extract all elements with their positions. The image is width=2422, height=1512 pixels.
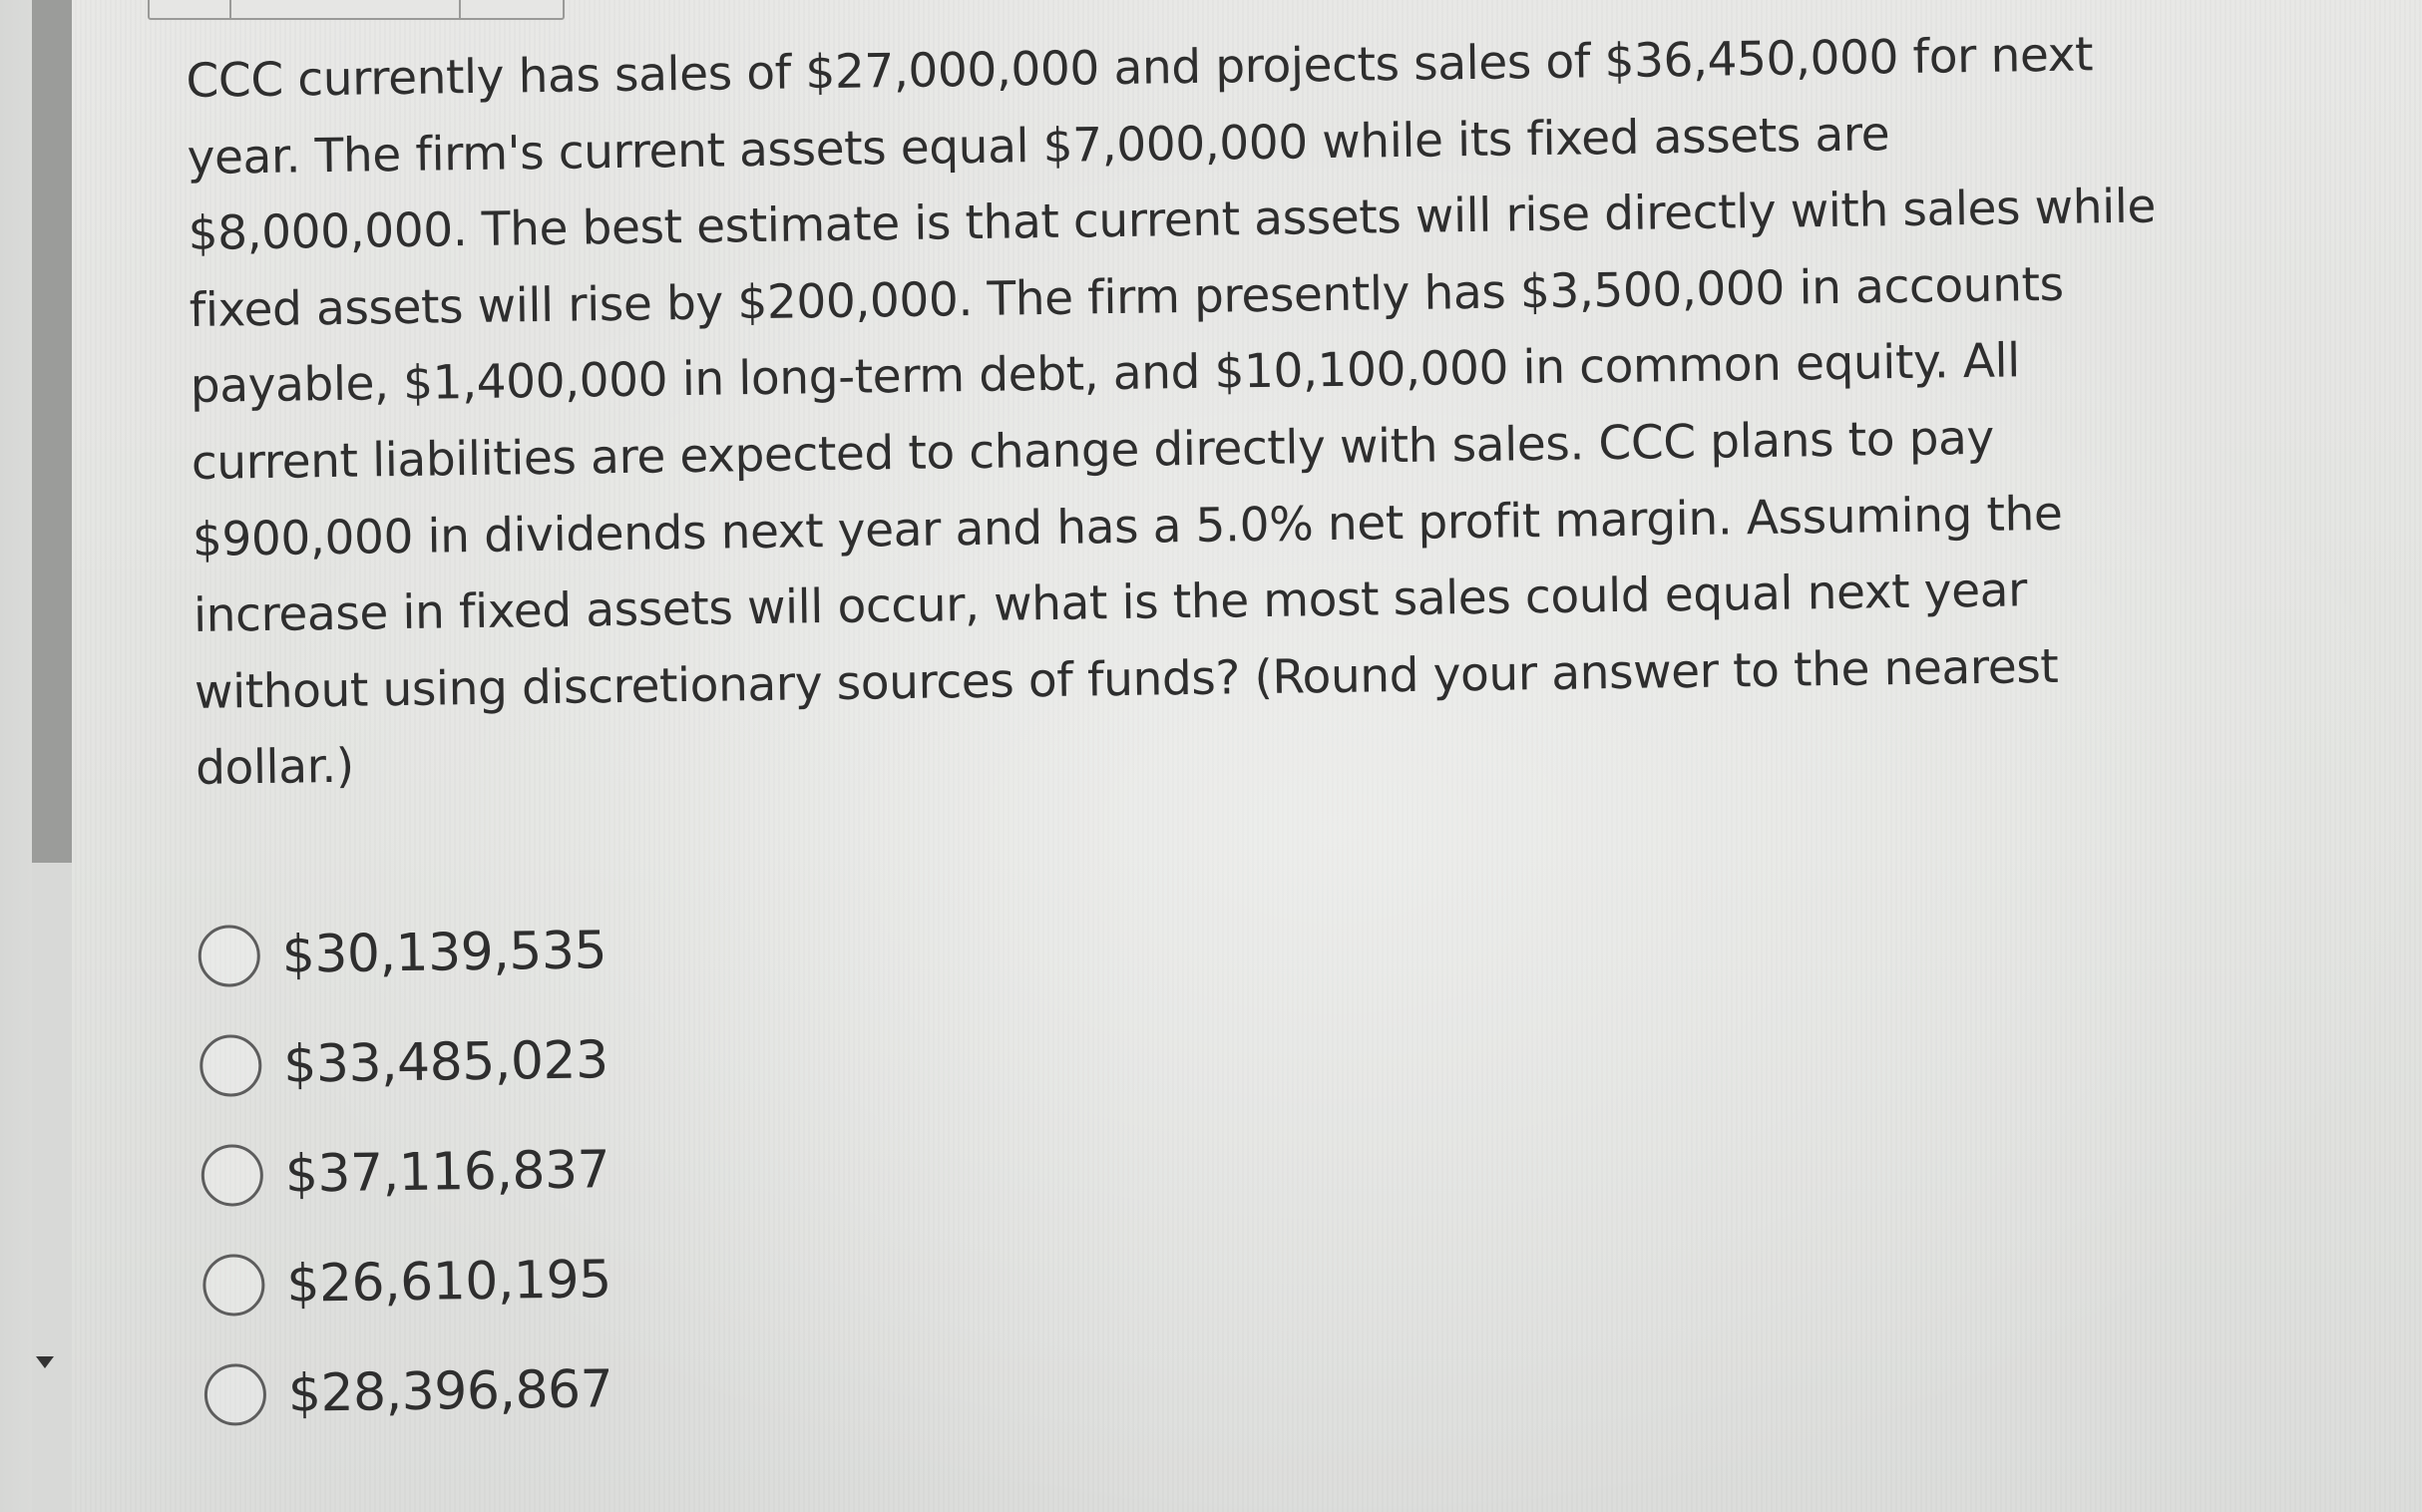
question-line: current liabilities are expected to change directly with sales. CCC plans to pay <box>191 410 1995 491</box>
question-line: $900,000 in dividends next year and has a 5.0% net profit margin. Assuming the <box>192 486 2063 567</box>
radio-button[interactable] <box>200 1034 262 1097</box>
question-panel <box>186 16 2239 1450</box>
question-text <box>186 16 2230 808</box>
question-line: payable, $1,400,000 in long-term debt, and $10,100,000 in common equity. All <box>190 333 2021 415</box>
question-line: increase in fixed assets will occur, what is the most sales could equal next year <box>193 563 2028 644</box>
question-line: dollar.) <box>195 739 355 797</box>
radio-button[interactable] <box>198 925 260 987</box>
top-toolbar-control[interactable] <box>148 0 565 20</box>
question-line: without using discretionary sources of funds? (Round your answer to the nearest <box>194 638 2059 720</box>
answer-option-label[interactable]: $37,116,837 <box>284 1140 610 1205</box>
chevron-down-icon[interactable] <box>36 1356 54 1368</box>
answer-option-label[interactable]: $30,139,535 <box>281 921 607 985</box>
question-line: fixed assets will rise by $200,000. The firm presently has $3,500,000 in accounts <box>189 256 2064 338</box>
answer-option-label[interactable]: $28,396,867 <box>287 1359 613 1424</box>
scrollbar-thumb[interactable] <box>32 0 72 863</box>
radio-button[interactable] <box>203 1363 266 1426</box>
answer-choices <box>198 873 2239 1449</box>
question-line: year. The firm's current assets equal $7,000,000 while its fixed assets are <box>187 106 1890 186</box>
toolbar-divider <box>459 0 461 18</box>
answer-option-label[interactable]: $26,610,195 <box>285 1250 612 1315</box>
toolbar-divider <box>229 0 231 18</box>
question-line: CCC currently has sales of $27,000,000 and projects sales of $36,450,000 for next <box>186 27 2094 109</box>
radio-button[interactable] <box>202 1254 265 1317</box>
question-line: $8,000,000. The best estimate is that current assets will rise directly with sales while <box>188 179 2157 262</box>
radio-button[interactable] <box>201 1144 263 1207</box>
answer-option-label[interactable]: $33,485,023 <box>282 1030 609 1095</box>
